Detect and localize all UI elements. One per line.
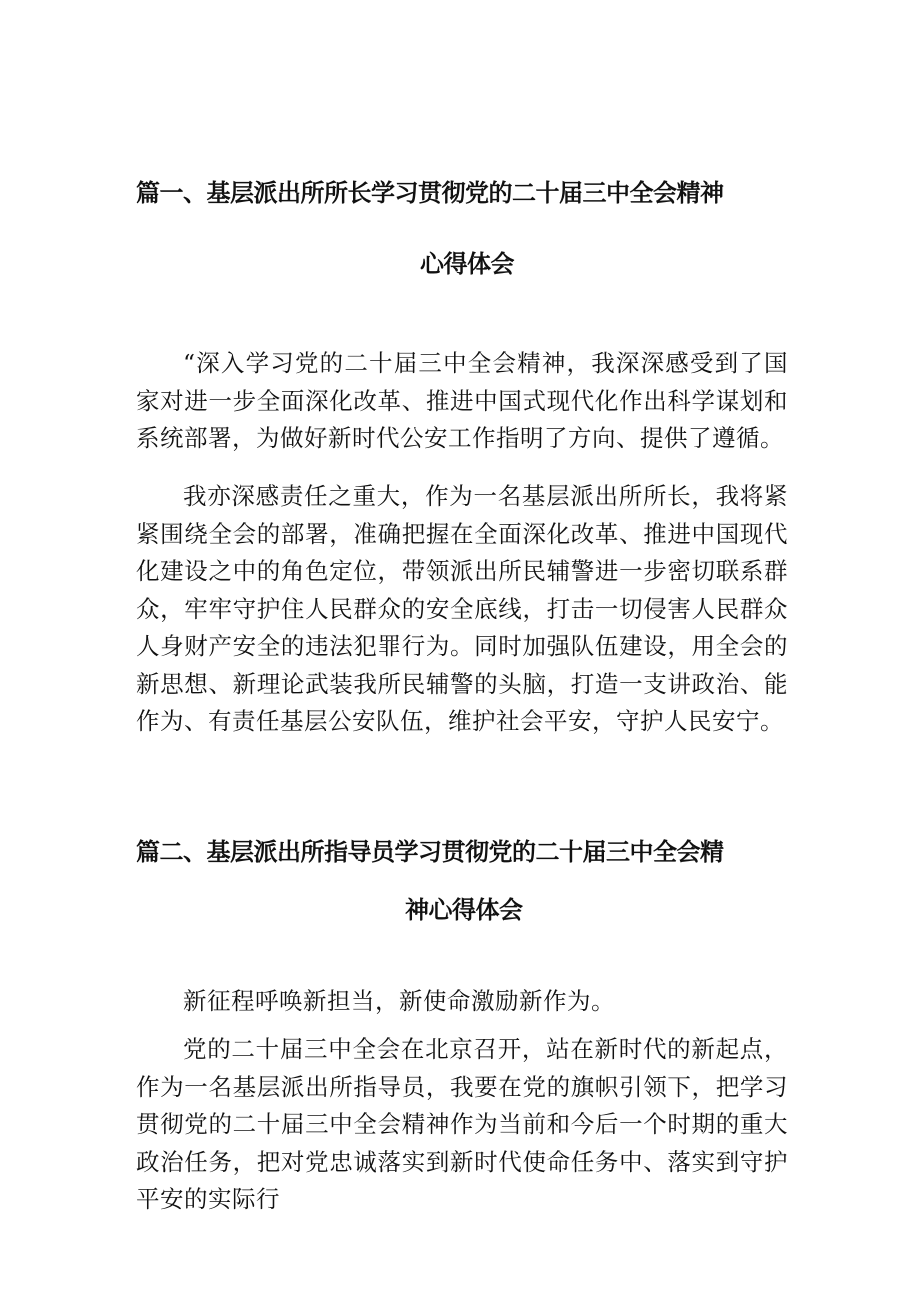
- section-2-paragraph-1: 新征程呼唤新担当，新使命激励新作为。: [183, 987, 615, 1015]
- section-2-paragraph-2: 党的二十届三中全会在北京召开，站在新时代的新起点，作为一名基层派出所指导员，我要在党的旗帜引领下，把学习贯彻党的二十届三中全会精神作为当前和今后一个时期的重大政治任务，把对党忠诚落实到新时代使命任务中、落实到守护平安的实际行: [136, 1035, 788, 1213]
- section-2-title-line-1: 篇二、基层派出所指导员学习贯彻党的二十届三中全会精: [136, 838, 724, 866]
- section-1-title-line-2: 心得体会: [420, 250, 514, 278]
- section-1-paragraph-1: “深入学习党的二十届三中全会精神，我深深感受到了国家对进一步全面深化改革、推进中国式现代化作出科学谋划和系统部署，为做好新时代公安工作指明了方向、提供了遵循。: [136, 349, 788, 452]
- section-2-title-line-2: 神心得体会: [405, 896, 523, 924]
- section-1-paragraph-2: 我亦深感责任之重大，作为一名基层派出所所长，我将紧紧围绕全会的部署，准确把握在全面深化改革、推进中国现代化建设之中的角色定位，带领派出所民辅警进一步密切联系群众，牢牢守护住人民群众的安全底线，打击一切侵害人民群众人身财产安全的违法犯罪行为。同时加强队伍建设，用全会的新思想、新理论武装我所民辅警的头脑，打造一支讲政治、能作为、有责任基层公安队伍，维护社会平安，守护人民安宁。: [136, 482, 788, 735]
- section-1-title-line-1: 篇一、基层派出所所长学习贯彻党的二十届三中全会精神: [136, 179, 724, 207]
